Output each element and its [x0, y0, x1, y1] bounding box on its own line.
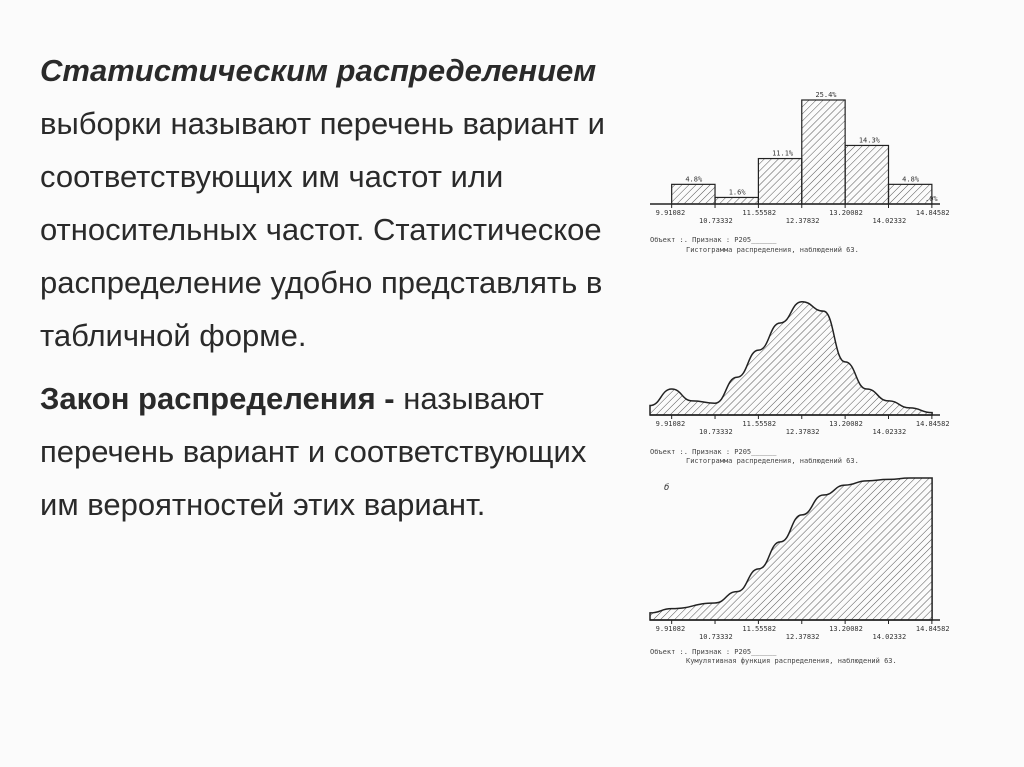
- density-figure: [640, 282, 950, 467]
- tick-label: 10.73332: [699, 217, 733, 225]
- density-area: [650, 302, 932, 415]
- tick-label: 12.37832: [785, 633, 820, 641]
- bar-value-label: 4.8%: [685, 175, 703, 184]
- bar-value-label: 25.4%: [815, 92, 837, 99]
- cumulative-area: [650, 478, 932, 620]
- tick-label: 11.55582: [742, 625, 777, 633]
- caption-line-2: Гистограмма распределения, наблюдений 63.: [686, 457, 859, 465]
- histogram-figure: [640, 92, 950, 262]
- definition-text: выборки называют перечень вариант и соответствующих им частот или относительных частот. Статистическое распределение удобно представлять в табличной форме.: [40, 106, 605, 353]
- definition-text: называют перечень вариант и соответствующих им вероятностей этих вариант.: [40, 381, 587, 522]
- text-column: [40, 44, 620, 531]
- tick-label: 9.91082: [655, 625, 686, 633]
- panel-letter: б: [664, 483, 670, 493]
- tick-label: 10.73332: [699, 428, 733, 436]
- bar-value-label: 11.1%: [772, 149, 794, 158]
- tick-label: 14.02332: [872, 217, 907, 225]
- tick-label: 10.73332: [699, 633, 733, 641]
- tick-label: 14.02332: [872, 428, 907, 436]
- tick-label: 14.84582: [915, 209, 950, 217]
- bar-value-label: 14.3%: [858, 136, 880, 145]
- caption-line-1: Объект :. Признак : Р205______: [650, 236, 777, 244]
- histogram-bar: [802, 100, 845, 204]
- caption-line-2: Гистограмма распределения, наблюдений 63.: [686, 246, 859, 254]
- caption-line-2: Кумулятивная функция распределения, наблюдений 63.: [686, 657, 897, 665]
- definition-distribution-law: [40, 372, 620, 531]
- caption-line-1: Объект :. Признак : Р205______: [650, 448, 777, 456]
- histogram-bar: [758, 159, 801, 204]
- tick-label: 13.20082: [829, 209, 863, 217]
- histogram-bar: [672, 184, 715, 204]
- tick-label: 9.91082: [655, 420, 686, 428]
- histogram-bar: [715, 197, 758, 204]
- density-chart: [640, 282, 950, 467]
- histogram-chart: [640, 92, 950, 262]
- caption-line-1: Объект :. Признак : Р205______: [650, 648, 777, 656]
- tick-label: 9.91082: [655, 209, 686, 217]
- definition-statistical-distribution: [40, 44, 620, 362]
- histogram-bar: [845, 145, 888, 204]
- tick-label: 13.20082: [829, 420, 863, 428]
- cumulative-figure: [640, 470, 950, 665]
- bar-value-label: 4.8%: [902, 175, 920, 184]
- tick-label: 11.55582: [742, 420, 777, 428]
- term-distribution-law: Закон распределения -: [40, 381, 395, 416]
- tick-label: 14.84582: [915, 420, 950, 428]
- extra-label: .0%: [925, 195, 938, 203]
- tick-label: 12.37832: [785, 428, 820, 436]
- tick-label: 11.55582: [742, 209, 777, 217]
- bar-value-label: 1.6%: [728, 188, 746, 197]
- tick-label: 12.37832: [785, 217, 820, 225]
- tick-label: 13.20082: [829, 625, 863, 633]
- term-statistical-distribution: Статистическим распределением: [40, 53, 597, 88]
- tick-label: 14.84582: [915, 625, 950, 633]
- tick-label: 14.02332: [872, 633, 907, 641]
- cumulative-chart: [640, 470, 950, 665]
